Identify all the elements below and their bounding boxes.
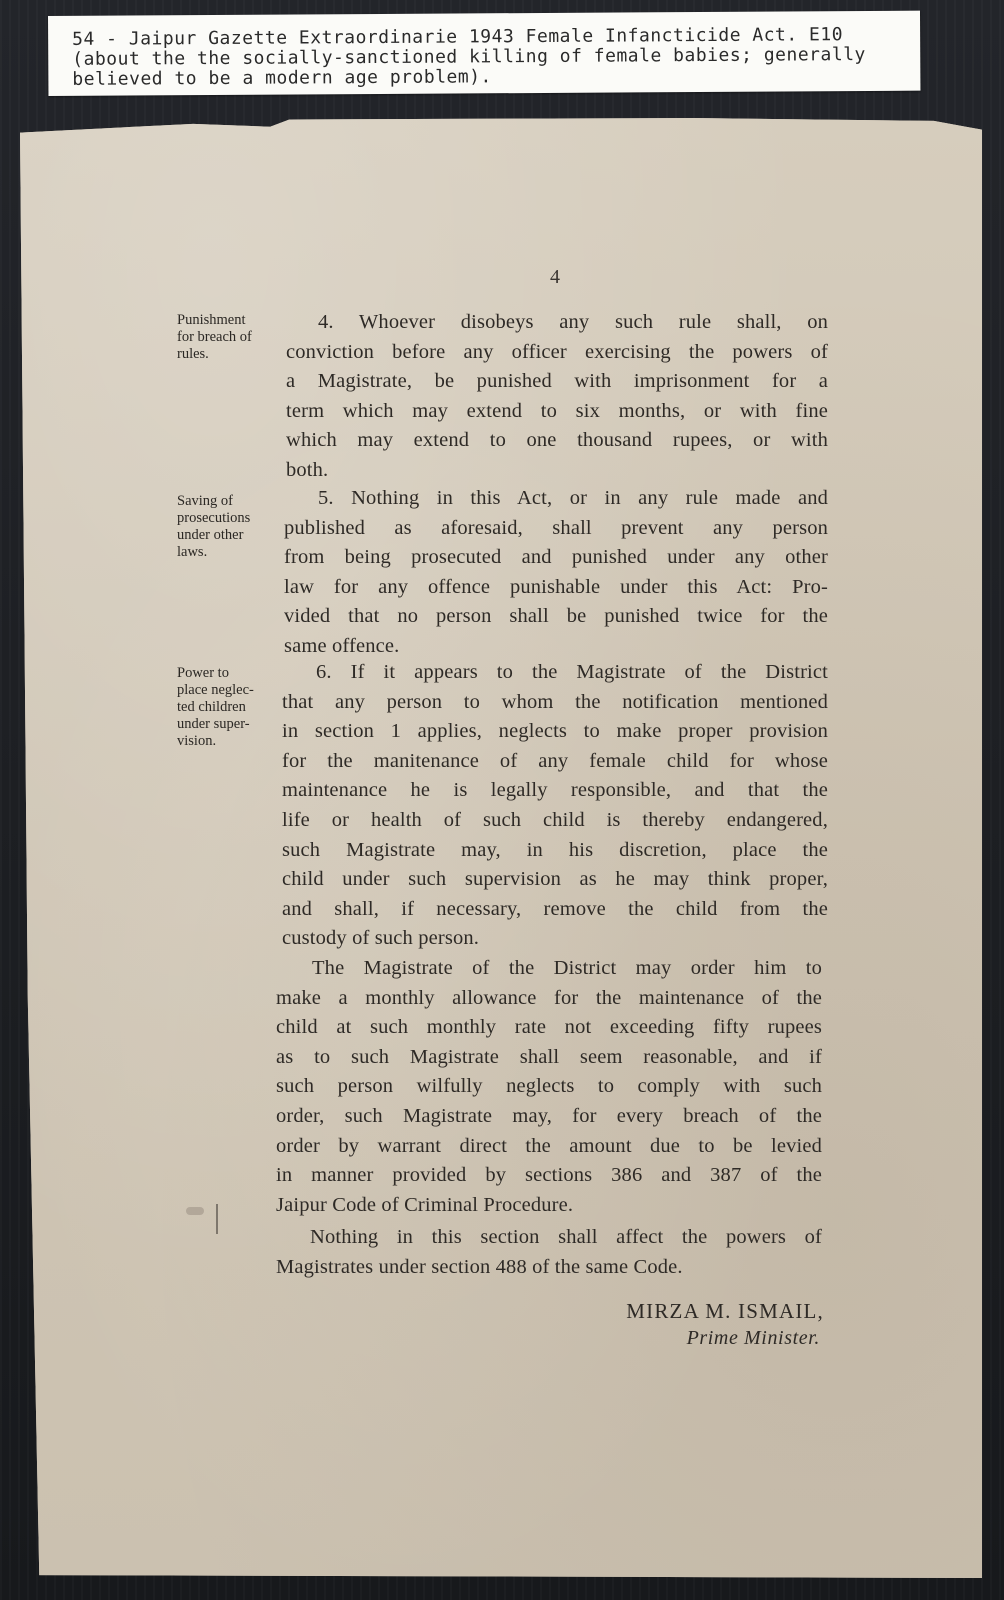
- margin-note-line: under super-: [177, 716, 250, 732]
- margin-note-line: rules.: [177, 346, 209, 362]
- margin-note-line: place neglec-: [177, 682, 254, 698]
- text-line: and shall, if necessary, remove the child from the: [282, 897, 828, 920]
- caption-label: [48, 11, 920, 96]
- text-line: maintenance he is legally responsible, and that the: [282, 779, 828, 802]
- final-paragraph: [276, 1223, 822, 1282]
- text-line: in section 1 applies, neglects to make proper provision: [282, 720, 828, 743]
- text-line: term which may extend to six months, or with fine: [286, 399, 828, 422]
- text-line: in manner provided by sections 386 and 387 of the: [276, 1164, 822, 1187]
- text-line: The Magistrate of the District may order him to: [312, 957, 822, 979]
- text-line: life or health of such child is thereby endangered,: [282, 808, 828, 831]
- text-line: order, such Magistrate may, for every breach of the: [276, 1104, 822, 1127]
- margin-note-line: for breach of: [177, 329, 252, 345]
- signature-block: [626, 1297, 824, 1351]
- text-line: such Magistrate may, in his discretion, place the: [282, 838, 828, 861]
- margin-note-power: [177, 665, 283, 750]
- margin-note-line: ted children: [177, 699, 246, 715]
- text-line: Nothing in this section shall affect the powers of: [310, 1226, 822, 1248]
- text-line: published as aforesaid, shall prevent any person: [284, 516, 828, 539]
- margin-note-line: prosecutions: [177, 510, 251, 526]
- text-line: such person wilfully neglects to comply with such: [276, 1075, 822, 1098]
- margin-note-line: Saving of: [177, 493, 233, 509]
- text-line: order by warrant direct the amount due to be levied: [276, 1134, 822, 1157]
- text-line: 5. Nothing in this Act, or in any rule made and: [318, 487, 828, 509]
- ink-smudge: [186, 1207, 204, 1215]
- text-line: Jaipur Code of Criminal Procedure.: [276, 1193, 574, 1216]
- page-number: 4: [550, 266, 560, 288]
- caption-line: believed to be a modern age problem).: [72, 66, 492, 90]
- text-line: conviction before any officer exercising the powers of: [286, 340, 828, 363]
- text-line: both.: [286, 458, 329, 481]
- margin-note-saving: [177, 493, 283, 561]
- text-line: 6. If it appears to the Magistrate of the District: [316, 661, 828, 683]
- margin-note-line: Power to: [177, 665, 229, 681]
- text-line: as to such Magistrate shall seem reasonable, and if: [276, 1045, 822, 1068]
- text-line: make a monthly allowance for the maintenance of the: [276, 986, 822, 1009]
- section-6: [282, 658, 828, 954]
- signatory-name: MIRZA M. ISMAIL,: [626, 1299, 824, 1323]
- signatory-title: Prime Minister.: [686, 1327, 820, 1349]
- text-line: for the manitenance of any female child for whose: [282, 749, 828, 772]
- text-line: child under such supervision as he may think proper,: [282, 868, 828, 891]
- caption-line: 54 - Jaipur Gazette Extraordinarie 1943 Female Infancticide Act. E10: [72, 24, 844, 50]
- margin-note-line: laws.: [177, 544, 208, 560]
- text-line: vided that no person shall be punished twice for the: [284, 605, 828, 628]
- text-line: 4. Whoever disobeys any such rule shall, on: [318, 311, 828, 333]
- margin-note-punishment: [177, 312, 283, 363]
- section-5: [284, 484, 828, 662]
- text-line: child at such monthly rate not exceeding fifty rupees: [276, 1016, 822, 1039]
- text-line: a Magistrate, be punished with imprisonment for a: [286, 370, 828, 393]
- section-4: [286, 308, 828, 486]
- text-line: from being prosecuted and punished under any other: [284, 546, 828, 569]
- margin-note-line: vision.: [177, 733, 217, 749]
- pencil-mark: [216, 1204, 218, 1234]
- text-line: custody of such person.: [282, 927, 480, 950]
- caption-line: (about the the socially-sanctioned killing of female babies; generally: [72, 44, 866, 70]
- text-line: which may extend to one thousand rupees, or with: [286, 429, 828, 452]
- margin-note-line: Punishment: [177, 312, 246, 328]
- text-line: same offence.: [284, 634, 400, 657]
- text-line: that any person to whom the notification mentioned: [282, 690, 828, 713]
- allowance-paragraph: [276, 954, 822, 1220]
- text-line: law for any offence punishable under this Act: Pro-: [284, 575, 828, 598]
- margin-note-line: under other: [177, 527, 244, 543]
- text-line: Magistrates under section 488 of the same Code.: [276, 1255, 683, 1278]
